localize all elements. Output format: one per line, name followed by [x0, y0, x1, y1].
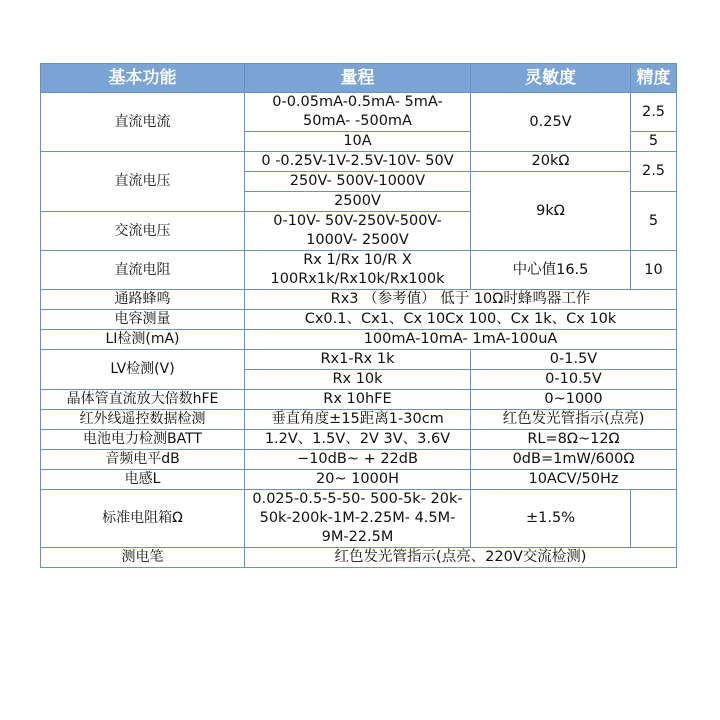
dc-voltage-label: 直流电压	[41, 152, 245, 212]
table-row	[41, 290, 677, 310]
ac-voltage-range: 0-10V- 50V-250V-500V- 1000V- 2500V	[245, 212, 471, 251]
header-accuracy: 精度	[631, 64, 677, 93]
table-row	[41, 251, 677, 290]
dc-current-label: 直流电流	[41, 93, 245, 152]
spec-table	[40, 63, 677, 568]
res-box-accuracy	[631, 490, 677, 548]
table-row	[41, 430, 677, 450]
header-row	[41, 64, 677, 93]
table-row	[41, 310, 677, 330]
res-box-range: 0.025-0.5-5-50- 500-5k- 20k-50k-200k-1M-2.25M- 4.5M-9M-22.5M	[245, 490, 471, 548]
dc-resistance-range: Rx 1/Rx 10/R X 100Rx1k/Rx10k/Rx100k	[245, 251, 471, 290]
inductance-value: 10ACV/50Hz	[471, 470, 677, 490]
audio-value: 0dB=1mW/600Ω	[471, 450, 677, 470]
hfe-range: Rx 10hFE	[245, 390, 471, 410]
hfe-value: 0~1000	[471, 390, 677, 410]
dc-voltage-range-low: 0 -0.25V-1V-2.5V-10V- 50V	[245, 152, 471, 172]
audio-label: 音频电平dB	[41, 450, 245, 470]
batt-range: 1.2V、1.5V、2V 3V、3.6V	[245, 430, 471, 450]
pen-value: 红色发光管指示(点亮、220V交流检测)	[245, 548, 677, 568]
table-row	[41, 490, 677, 548]
header-range: 量程	[245, 64, 471, 93]
buzzer-label: 通路蜂鸣	[41, 290, 245, 310]
dc-resistance-sensitivity: 中心值16.5	[471, 251, 631, 290]
li-value: 100mA-10mA- 1mA-100uA	[245, 330, 677, 350]
res-box-value: ±1.5%	[471, 490, 631, 548]
table-row	[41, 548, 677, 568]
header-function: 基本功能	[41, 64, 245, 93]
voltage-accuracy-5: 5	[631, 192, 677, 251]
ir-value: 红色发光管指示(点亮)	[471, 410, 677, 430]
hfe-label: 晶体管直流放大倍数hFE	[41, 390, 245, 410]
lv-value-2: 0-10.5V	[471, 370, 677, 390]
capacitance-value: Cx0.1、Cx1、Cx 10Cx 100、Cx 1k、Cx 10k	[245, 310, 677, 330]
batt-value: RL=8Ω~12Ω	[471, 430, 677, 450]
dc-resistance-label: 直流电阻	[41, 251, 245, 290]
dc-current-range-10a: 10A	[245, 132, 471, 152]
dc-voltage-sensitivity: 20kΩ	[471, 152, 631, 172]
high-voltage-sensitivity: 9kΩ	[471, 172, 631, 251]
table-row	[41, 410, 677, 430]
ir-range: 垂直角度±15距离1-30cm	[245, 410, 471, 430]
li-label: LI检测(mA)	[41, 330, 245, 350]
table-row	[41, 450, 677, 470]
dc-voltage-range-mid: 250V- 500V-1000V	[245, 172, 471, 192]
lv-range-2: Rx 10k	[245, 370, 471, 390]
lv-range-1: Rx1-Rx 1k	[245, 350, 471, 370]
table-row	[41, 93, 677, 132]
header-sensitivity: 灵敏度	[471, 64, 631, 93]
dc-current-accuracy-10a: 5	[631, 132, 677, 152]
capacitance-label: 电容测量	[41, 310, 245, 330]
table-row	[41, 152, 677, 172]
inductance-range: 20~ 1000H	[245, 470, 471, 490]
table-row	[41, 330, 677, 350]
pen-label: 测电笔	[41, 548, 245, 568]
table-row	[41, 350, 677, 370]
dc-current-range: 0-0.05mA-0.5mA- 5mA- 50mA- -500mA	[245, 93, 471, 132]
batt-label: 电池电力检测BATT	[41, 430, 245, 450]
lv-label: LV检测(V)	[41, 350, 245, 390]
table-row	[41, 390, 677, 410]
ac-voltage-label: 交流电压	[41, 212, 245, 251]
buzzer-value: Rx3 （参考值） 低于 10Ω时蜂鸣器工作	[245, 290, 677, 310]
res-box-label: 标准电阻箱Ω	[41, 490, 245, 548]
dc-resistance-accuracy: 10	[631, 251, 677, 290]
lv-value-1: 0-1.5V	[471, 350, 677, 370]
dc-voltage-accuracy: 2.5	[631, 152, 677, 192]
audio-range: −10dB~ + 22dB	[245, 450, 471, 470]
dc-current-accuracy: 2.5	[631, 93, 677, 132]
table-row	[41, 470, 677, 490]
ir-label: 红外线遥控数据检测	[41, 410, 245, 430]
dc-current-sensitivity: 0.25V	[471, 93, 631, 152]
inductance-label: 电感L	[41, 470, 245, 490]
dc-voltage-range-high: 2500V	[245, 192, 471, 212]
